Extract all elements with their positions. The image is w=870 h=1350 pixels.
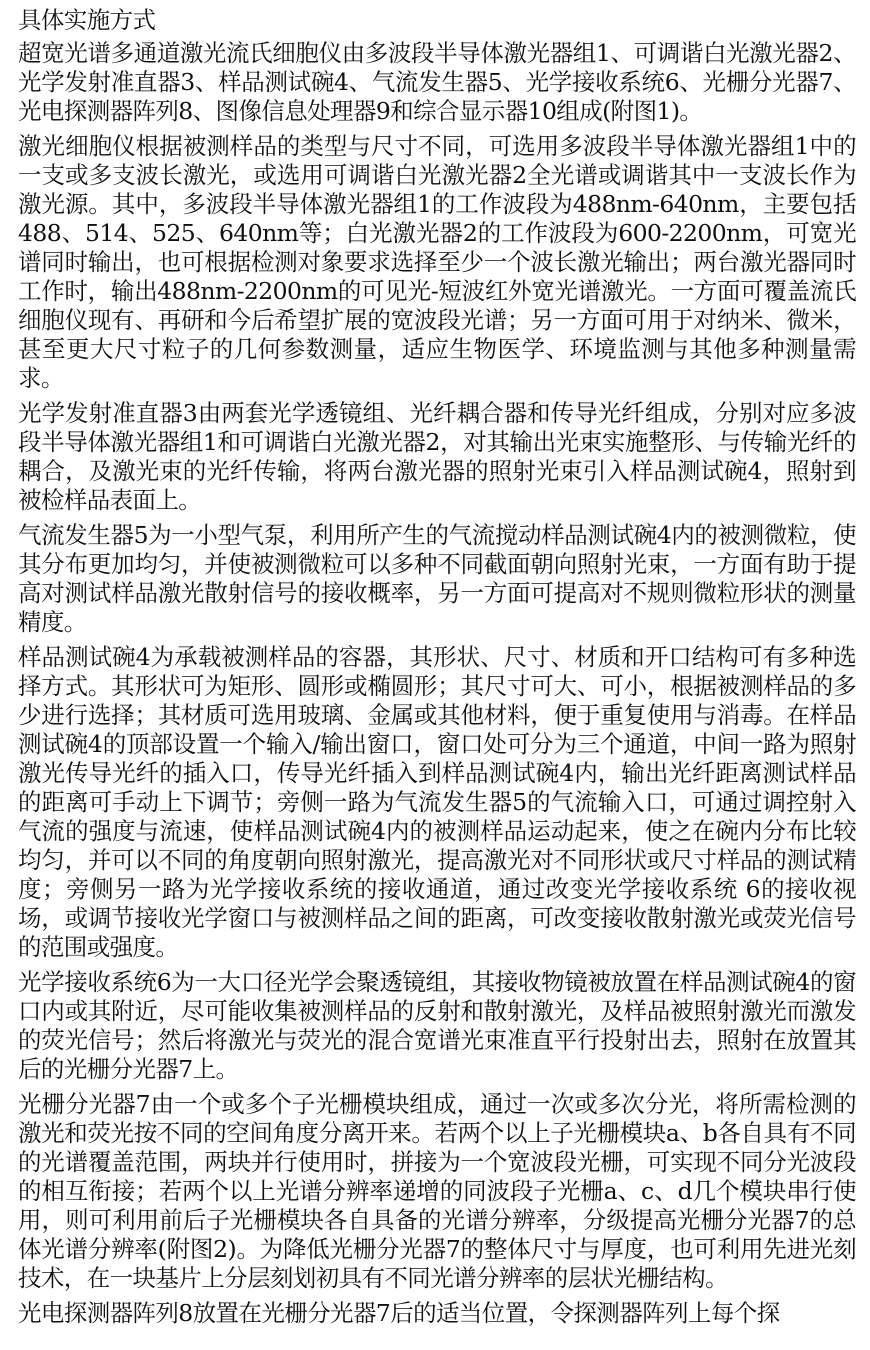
paragraph-airflow-generator: 气流发生器5为一小型气泵，利用所产生的气流搅动样品测试碗4内的被测微粒，使其分布更加均匀，并使被测微粒可以多种不同截面朝向照射光束，一方面有助于提高对测试样品激光散射信号的接收概率，另一方面可提高对不规则微粒形状的测量精度。 (18, 521, 856, 636)
paragraph-collimator: 光学发射准直器3由两套光学透镜组、光纤耦合器和传导光纤组成，分别对应多波段半导体激光器组1和可调谐白光激光器2，对其输出光束实施整形、与传输光纤的耦合，及激光束的光纤传输，将两台激光器的照射光束引入样品测试碗4，照射到被检样品表面上。 (18, 399, 856, 514)
paragraph-overview: 超宽光谱多通道激光流氏细胞仪由多波段半导体激光器组1、可调谐白光激光器2、光学发射准直器3、样品测试碗4、气流发生器5、光学接收系统6、光栅分光器7、光电探测器阵列8、图像信息处理器9和综合显示器10组成(附图1)。 (18, 39, 856, 125)
paragraph-sample-bowl: 样品测试碗4为承载被测样品的容器，其形状、尺寸、材质和开口结构可有多种选择方式。其形状可为矩形、圆形或椭圆形；其尺寸可大、可小，根据被测样品的多少进行选择；其材质可选用玻璃、金属或其他材料，便于重复使用与消毒。在样品测试碗4的顶部设置一个输入/输出窗口，窗口处可分为三个通道，中间一路为照射激光传导光纤的插入口，传导光纤插入到样品测试碗4内，输出光纤距离测试样品的距离可手动上下调节；旁侧一路为气流发生器5的气流输入口，可通过调控射入气流的强度与流速，使样品测试碗4内的被测样品运动起来，使之在碗内分布比较均匀，并可以不同的角度朝向照射激光，提高激光对不同形状或尺寸样品的测试精度；旁侧另一路为光学接收系统的接收通道，通过改变光学接收系统 6的接收视场，或调节接收光学窗口与被测样品之间的距离，可改变接收散射激光或荧光信号的范围或强度。 (18, 643, 856, 961)
paragraph-detector-array: 光电探测器阵列8放置在光栅分光器7后的适当位置，令探测器阵列上每个探 (18, 1299, 780, 1327)
paragraph-grating-spectrometer: 光栅分光器7由一个或多个子光栅模块组成，通过一次或多次分光，将所需检测的激光和荧光按不同的空间角度分离开来。若两个以上子光栅模块a、b各自具有不同的光谱覆盖范围，两块并行使用时，拼接为一个宽波段光栅，可实现不同分光波段的相互衔接；若两个以上光谱分辨率递增的同波段子光栅a、c、d几个模块串行使用，则可利用前后子光栅模块各自具备的光谱分辨率，分级提高光栅分光器7的总体光谱分辨率(附图2)。为降低光栅分光器7的整体尺寸与厚度，也可利用先进光刻技术，在一块基片上分层刻划初具有不同光谱分辨率的层状光栅结构。 (18, 1090, 856, 1292)
section-heading: 具体实施方式 (18, 6, 156, 34)
paragraph-receiving-system: 光学接收系统6为一大口径光学会聚透镜组，其接收物镜被放置在样品测试碗4的窗口内或其附近，尽可能收集被测样品的反射和散射激光，及样品被照射激光而激发的荧光信号；然后将激光与荧光的混合宽谱光束准直平行投射出去，照射在放置其后的光栅分光器7上。 (18, 968, 856, 1083)
paragraph-laser-source: 激光细胞仪根据被测样品的类型与尺寸不同，可选用多波段半导体激光器组1中的一支或多支波长激光，或选用可调谐白光激光器2全光谱或调谐其中一支波长作为激光源。其中，多波段半导体激光器组1的工作波段为488nm-640nm，主要包括488、514、525、640nm等；白光激光器2的工作波段为600-2200nm，可宽光谱同时输出，也可根据检测对象要求选择至少一个波长激光输出；两台激光器同时工作时，输出488nm-2200nm的可见光-短波红外宽光谱激光。一方面可覆盖流氏细胞仪现有、再研和今后希望扩展的宽波段光谱；另一方面可用于对纳米、微米，甚至更大尺寸粒子的几何参数测量，适应生物医学、环境监测与其他多种测量需求。 (18, 132, 856, 392)
